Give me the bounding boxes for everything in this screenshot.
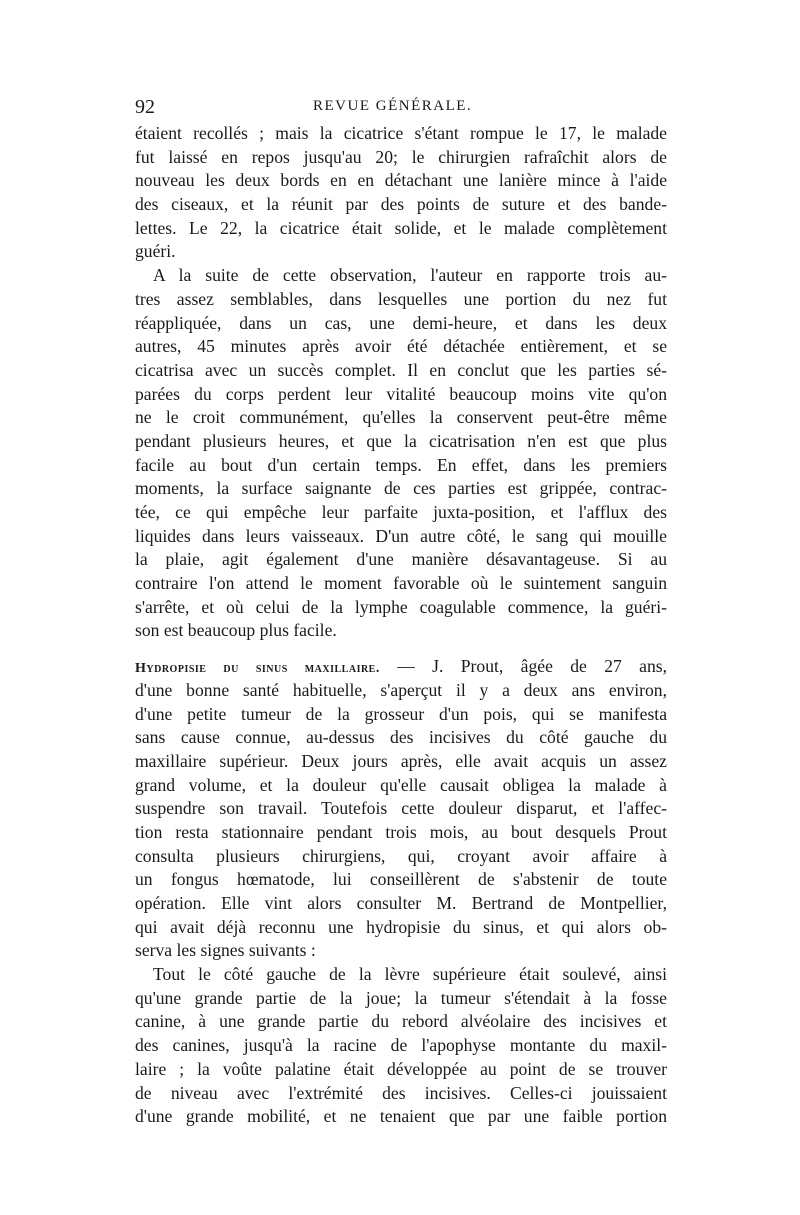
section-title: Hydropisie du sinus maxillaire. — [135, 661, 380, 677]
text-line: s'arrête, et où celui de la lymphe coagulable commence, la guéri- — [135, 596, 667, 617]
paragraph — [135, 655, 667, 963]
text-line: consulta plusieurs chirurgiens, qui, croyant avoir affaire à — [135, 845, 667, 866]
text-line: lettes. Le 22, la cicatrice était solide, et le malade complètement — [135, 217, 667, 238]
text-line: des canines, jusqu'à la racine de l'apophyse montante du maxil- — [135, 1035, 667, 1056]
text-line: d'une petite tumeur de la grosseur d'un pois, qui se manifesta — [135, 703, 667, 724]
text-line: d'une grande mobilité, et ne tenaient que par une faible portion — [135, 1106, 667, 1127]
section-gap — [135, 643, 667, 655]
page-number: 92 — [135, 96, 155, 118]
text-line: des ciseaux, et la réunit par des points de suture et des bande- — [135, 194, 667, 215]
text-line: la plaie, agit également d'une manière désavantageuse. Si au — [135, 549, 667, 570]
text-line: qui avait déjà reconnu une hydropisie du sinus, et qui alors ob- — [135, 916, 667, 937]
text-line: ne le croit communément, qu'elles la conservent peut-être même — [135, 407, 667, 428]
text-line: tée, ce qui empêche leur parfaite juxta-position, et l'afflux des — [135, 502, 667, 522]
text-line: réappliquée, dans un cas, une demi-heure, et dans les deux — [135, 312, 667, 333]
paragraph — [135, 264, 667, 643]
section-lead-text: — J. Prout, âgée de 27 ans, — [397, 656, 667, 677]
text-line: tion resta stationnaire pendant trois mois, au bout desquels Prout — [135, 821, 667, 842]
text-line: son est beaucoup plus facile. — [135, 620, 337, 641]
text-line: étaient recollés ; mais la cicatrice s'étant rompue le 17, le malade — [135, 123, 667, 143]
text-line: sans cause connue, au-dessus des incisives du côté gauche du — [135, 727, 667, 748]
text-line: A la suite de cette observation, l'auteur en rapporte trois au- — [153, 265, 667, 286]
text-line: cicatrisa avec un succès complet. Il en conclut que les parties sé- — [135, 359, 667, 380]
text-line: suspendre son travail. Toutefois cette douleur disparut, et l'affec- — [135, 798, 667, 819]
text-line: liquides dans leurs vaisseaux. D'un autre côté, le sang qui mouille — [135, 525, 667, 546]
text-line: tres assez semblables, dans lesquelles une portion du nez fut — [135, 288, 667, 309]
paragraph — [135, 963, 667, 1129]
paragraph — [135, 122, 667, 264]
text-line: parées du corps perdent leur vitalité beaucoup moins vite qu'on — [135, 383, 667, 404]
text-line: un fongus hœmatode, lui conseillèrent de s'abstenir de toute — [135, 869, 667, 890]
section-heading-line — [135, 655, 667, 679]
text-line: contraire l'on attend le moment favorable où le suintement sanguin — [135, 573, 667, 594]
text-line: Tout le côté gauche de la lèvre supérieure était soulevé, ainsi — [153, 964, 667, 985]
text-line: grand volume, et la douleur qu'elle causait obligea la malade à — [135, 774, 667, 795]
text-line: autres, 45 minutes après avoir été détachée entièrement, et se — [135, 336, 667, 357]
text-line: facile au bout d'un certain temps. En effet, dans les premiers — [135, 454, 667, 475]
text-line: canine, à une grande partie du rebord alvéolaire des incisives et — [135, 1011, 667, 1032]
text-line: nouveau les deux bords en en détachant une lanière mince à l'aide — [135, 170, 667, 191]
text-line: qu'une grande partie de la joue; la tumeur s'étendait à la fosse — [135, 987, 667, 1008]
text-line: serva les signes suivants : — [135, 940, 316, 961]
text-line: opération. Elle vint alors consulter M. Bertrand de Montpellier, — [135, 893, 667, 913]
book-page — [135, 96, 667, 1129]
text-line: maxillaire supérieur. Deux jours après, elle avait acquis un assez — [135, 750, 667, 771]
text-line: laire ; la voûte palatine était développée au point de se trouver — [135, 1058, 667, 1079]
text-line: pendant plusieurs heures, et que la cicatrisation n'en est que plus — [135, 430, 667, 451]
page-header — [135, 96, 667, 122]
text-line: d'une bonne santé habituelle, s'aperçut il y a deux ans environ, — [135, 679, 667, 700]
text-line: moments, la surface saignante de ces parties est grippée, contrac- — [135, 478, 667, 499]
text-line: guéri. — [135, 241, 176, 262]
text-line: de niveau avec l'extrémité des incisives. Celles-ci jouissaient — [135, 1082, 667, 1103]
text-line: fut laissé en repos jusqu'au 20; le chirurgien rafraîchit alors de — [135, 146, 667, 167]
running-title: REVUE GÉNÉRALE. — [313, 98, 473, 114]
